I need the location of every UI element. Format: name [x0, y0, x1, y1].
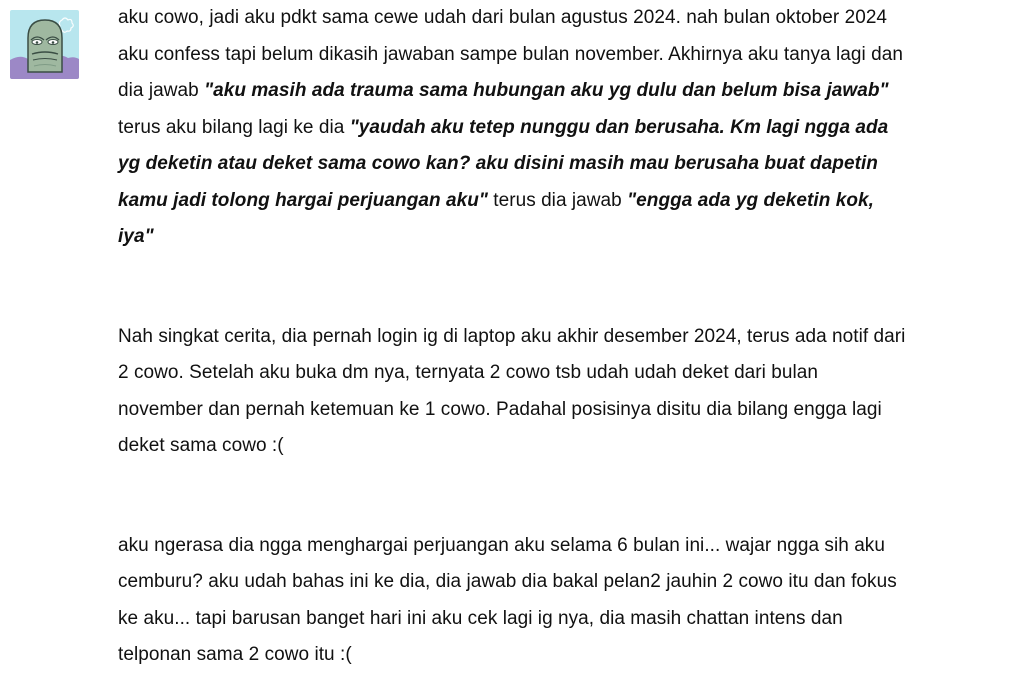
user-avatar[interactable] — [10, 10, 79, 79]
post-paragraph-1 — [118, 0, 908, 256]
quote-no-one: "engga ada yg deketin kok, iya" — [118, 189, 874, 247]
paragraph-1-text-3: terus dia jawab — [487, 189, 628, 211]
paragraph-1-text-1: aku cowo, jadi aku pdkt sama cewe udah dari bulan agustus 2024. nah bulan oktober 2024 aku confess tapi belum dikasih jawaban sampe bulan november. Akhirnya aku tanya lagi dan dia jawab — [118, 7, 903, 101]
quote-girl-trauma: "aku masih ada trauma sama hubungan aku yg dulu dan belum bisa jawab" — [204, 80, 889, 101]
post-paragraph-2: Nah singkat cerita, dia pernah login ig di laptop aku akhir desember 2024, terus ada notif dari 2 cowo. Setelah aku buka dm nya, ternyata 2 cowo tsb udah udah deket dari bulan november dan pernah ketemuan ke 1 cowo. Padahal posisinya disitu dia bilang engga lagi deket sama cowo :( — [118, 325, 906, 456]
post-paragraph-3: aku ngerasa dia ngga menghargai perjuangan aku selama 6 bulan ini... wajar ngga sih aku cemburu? aku udah bahas ini ke dia, dia jawab dia bakal pelan2 jauhin 2 cowo itu dan fokus ke aku... tapi barusan banget hari ini aku cek lagi ig nya, dia masih chattan intens dan telponan sama 2 cowo itu :( — [118, 534, 897, 665]
paragraph-1-text-2: terus aku bilang lagi ke dia — [118, 116, 350, 138]
post-body — [118, 0, 908, 674]
cartoon-character-avatar-icon — [10, 10, 79, 79]
quote-keep-waiting: "yaudah aku tetep nunggu dan berusaha. Km lagi ngga ada yg deketin atau deket sama cowo kan? aku disini masih mau berusaha buat dapetin kamu jadi tolong hargai perjuangan aku" — [118, 116, 889, 211]
